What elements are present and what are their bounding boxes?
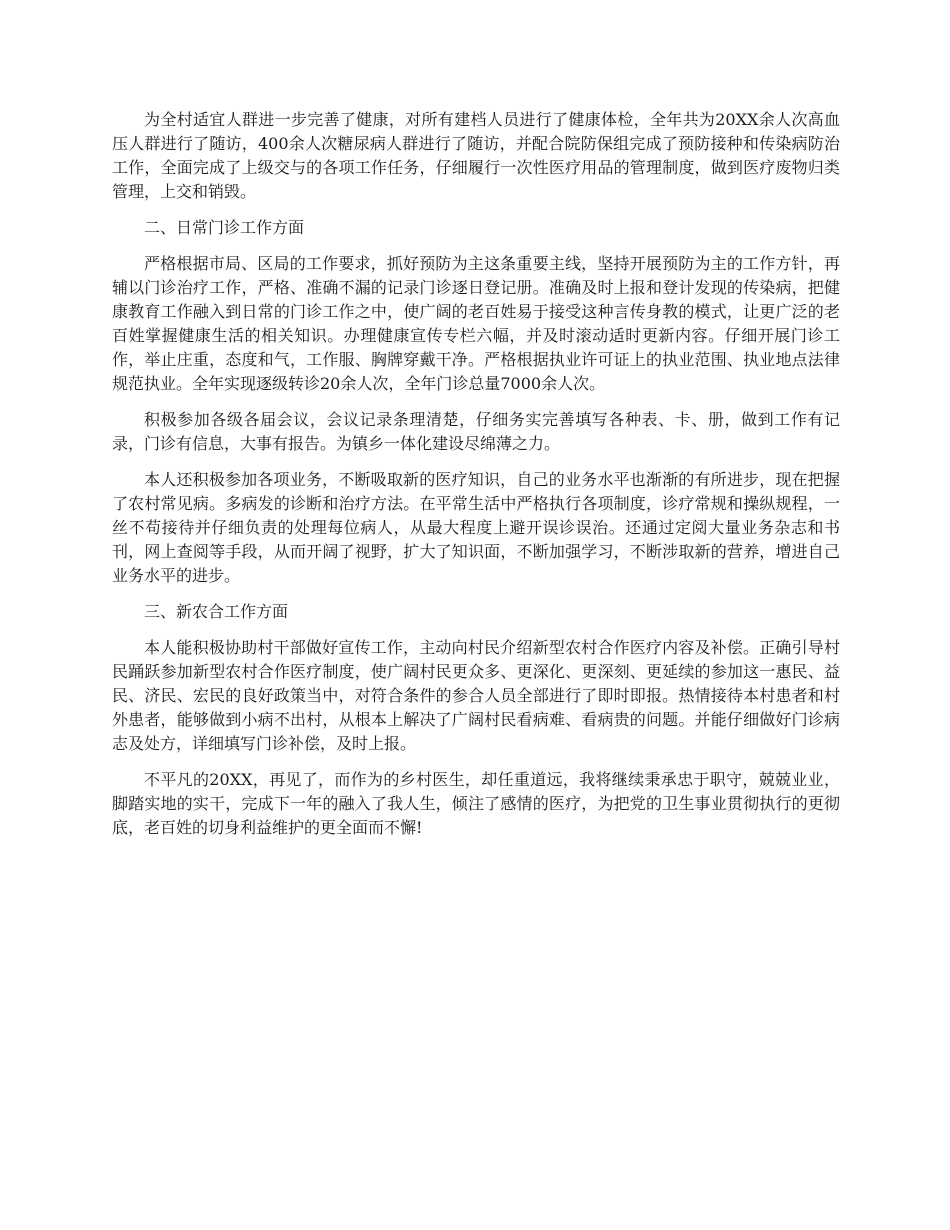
paragraph-meetings: 积极参加各级各届会议，会议记录条理清楚，仔细务实完善填写各种表、卡、册，做到工作有记录，门诊有信息，大事有报告。为镇乡一体化建设尽绵薄之力。	[112, 410, 840, 453]
paragraph-outpatient-work: 严格根据市局、区局的工作要求，抓好预防为主这条重要主线，坚持开展预防为主的工作方针，再辅以门诊治疗工作，严格、准确不漏的记录门诊逐日登记册。准确及时上报和登计发现的传染病，把健康教育工作融入到日常的门诊工作之中，使广阔的老百姓易于接受这种言传身教的模式，让更广泛的老百姓掌握健康生活的相关知识。办理健康宣传专栏六幅，并及时滚动适时更新内容。仔细开展门诊工作，举止庄重，态度和气，工作服、胸牌穿戴干净。严格根据执业许可证上的执业范围、执业地点法律规范执业。全年实现逐级转诊20余人次，全年门诊总量7000余人次。	[112, 254, 840, 393]
paragraph-health-followup: 为全村适宜人群进一步完善了健康，对所有建档人员进行了健康体检，全年共为20XX余人次高血压人群进行了随访，400余人次糖尿病人群进行了随访，并配合院防保组完成了预防接种和传染病防治工作，全面完成了上级交与的各项工作任务，仔细履行一次性医疗用品的管理制度，做到医疗废物归类管理，上交和销毁。	[112, 110, 840, 201]
paragraph-closing: 不平凡的20XX，再见了，而作为的乡村医生，却任重道远，我将继续秉承忠于职守，兢兢业业，脚踏实地的实干，完成下一年的融入了我人生，倾注了感情的医疗，为把党的卫生事业贯彻执行的更彻底，老百姓的切身利益维护的更全面而不懈!	[112, 770, 840, 837]
paragraph-cooperative-work: 本人能积极协助村干部做好宣传工作，主动向村民介绍新型农村合作医疗内容及补偿。正确引导村民踊跃参加新型农村合作医疗制度，使广阔村民更众多、更深化、更深刻、更延续的参加这一惠民、益民、济民、宏民的良好政策当中，对符合条件的参合人员全部进行了即时即报。热情接待本村患者和村外患者，能够做到小病不出村，从根本上解决了广阔村民看病难、看病贵的问题。并能仔细做好门诊病志及处方，详细填写门诊补偿，及时上报。	[112, 638, 840, 753]
section-heading-outpatient: 二、日常门诊工作方面	[144, 218, 305, 237]
section-heading-rural-cooperative: 三、新农合工作方面	[144, 602, 289, 621]
paragraph-professional-study: 本人还积极参加各项业务，不断吸取新的医疗知识，自己的业务水平也渐渐的有所进步，现在把握了农村常见病。多病发的诊断和治疗方法。在平常生活中严格执行各项制度，诊疗常规和操纵规程，一丝不苟接待并仔细负责的处理每位病人，从最大程度上避开误诊误治。还通过定阅大量业务杂志和书刊，网上查阅等手段，从而开阔了视野，扩大了知识面，不断加强学习，不断涉取新的营养，增进自己业务水平的进步。	[112, 470, 840, 585]
